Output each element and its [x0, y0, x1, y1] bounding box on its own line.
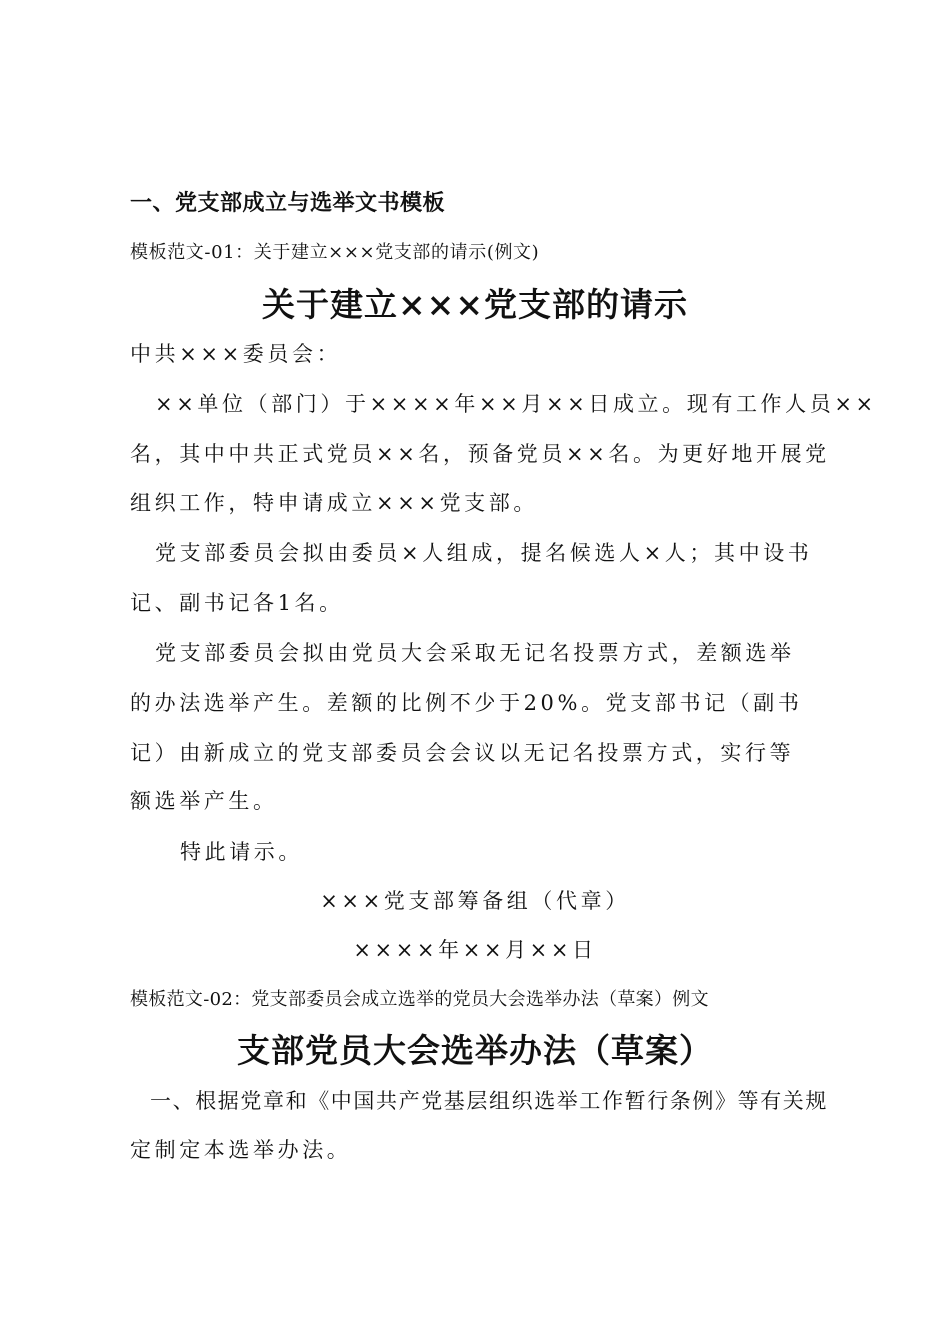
paragraph-3-line: 额选举产生。: [130, 789, 278, 813]
paragraph-1-line: ××单位（部门）于××××年××月××日成立。现有工作人员××: [155, 392, 877, 416]
date-line: ××××年××月××日: [353, 938, 597, 962]
template-01-caption: 模板范文-01：关于建立×××党支部的请示(例文): [130, 242, 540, 263]
paragraph-3-line: 党支部委员会拟由党员大会采取无记名投票方式，差额选举: [155, 641, 795, 665]
salutation: 中共×××委员会：: [130, 342, 342, 366]
section-heading: 一、党支部成立与选举文书模板: [130, 191, 446, 216]
election-rule-line: 定制定本选举办法。: [130, 1138, 352, 1162]
paragraph-1-line: 组织工作，特申请成立×××党支部。: [130, 491, 538, 515]
paragraph-1-line: 名，其中中共正式党员××名，预备党员××名。为更好地开展党: [130, 442, 830, 466]
template-02-title: 支部党员大会选举办法（草案）: [237, 1031, 713, 1070]
election-rule-line: 一、根据党章和《中国共产党基层组织选举工作暂行条例》等有关规: [150, 1089, 828, 1113]
template-01-title: 关于建立×××党支部的请示: [262, 285, 688, 324]
paragraph-3-line: 的办法选举产生。差额的比例不少于20%。党支部书记（副书: [130, 691, 803, 715]
template-02-caption: 模板范文-02：党支部委员会成立选举的党员大会选举办法（草案）例文: [130, 989, 709, 1010]
paragraph-2-line: 党支部委员会拟由委员×人组成，提名候选人×人；其中设书: [155, 541, 813, 565]
paragraph-3-line: 记）由新成立的党支部委员会会议以无记名投票方式，实行等: [130, 741, 795, 765]
signature-line: ×××党支部筹备组（代章）: [320, 889, 630, 913]
closing-line: 特此请示。: [180, 840, 303, 864]
paragraph-2-line: 记、副书记各1名。: [130, 591, 344, 615]
